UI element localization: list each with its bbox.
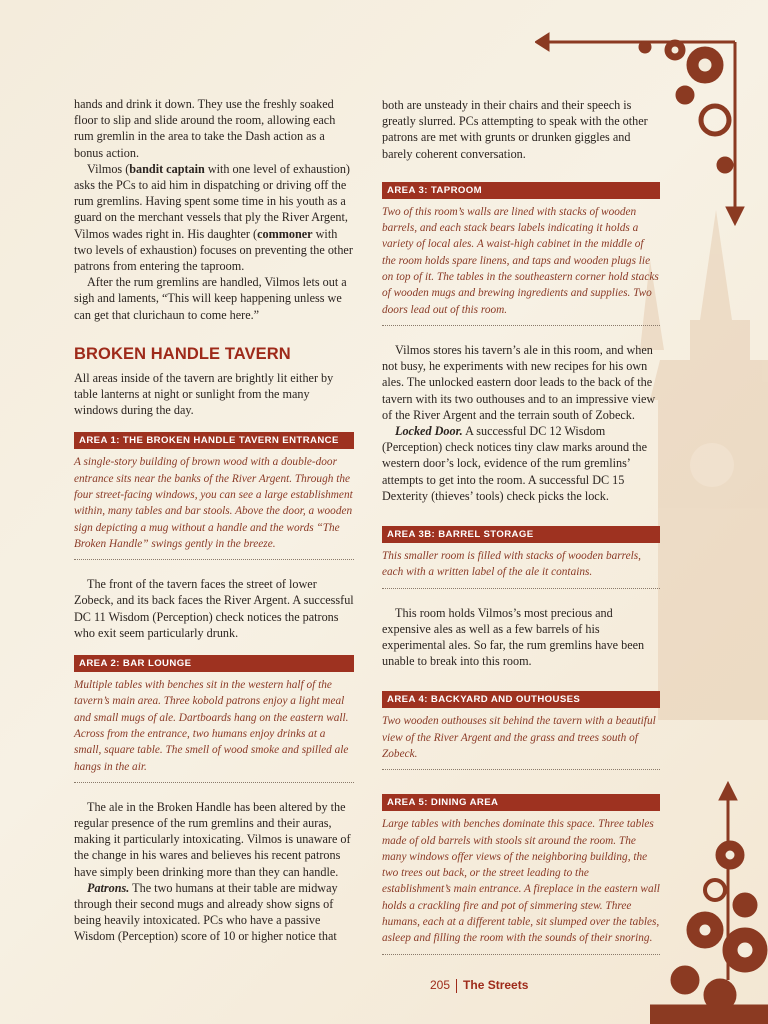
paragraph: The front of the tavern faces the street of lower Zobeck, and its back faces the River Argent. A successful DC 11 Wisdom (Perception) check notices the patrons who exit seem particularly drunk. — [74, 577, 354, 640]
paragraph: Vilmos (bandit captain with one level of exhaustion) asks the PCs to aid him in dispatching or driving off the rum gremlins. Having spent some time in his youth as a guard on the merchant vessels that ply the River Argent, Vilmos wades right in. His daughter (commoner with two levels of exhaustion) focuses on preventing the other patrons from entering the taproom. — [74, 161, 353, 274]
area-title-bar: AREA 5: DINING AREA — [382, 794, 660, 811]
paragraph: Locked Door. A successful DC 12 Wisdom (Perception) check notices tiny claw marks around the western door’s lock, evidence of the rum gremlins’ attempts to get into the room. A successful DC 15 Dexterity (thieves’ tools) check picks the lock. — [382, 423, 647, 503]
section-heading: BROKEN HANDLE TAVERN — [74, 344, 291, 363]
area-title-bar: AREA 2: BAR LOUNGE — [74, 655, 354, 672]
paragraph: After the rum gremlins are handled, Vilmos lets out a sigh and laments, “This will keep happening unless we can get that clurichaun to come here.” — [74, 275, 347, 322]
paragraph: Patrons. The two humans at their table are midway through their second mugs and already show signs of being heavily intoxicated. PCs who have a passive Wisdom (Perception) score of 10 or higher notice that — [74, 880, 338, 944]
read-aloud-box: Large tables with benches dominate this space. Three tables made of old barrels with stools sit around the room. The many windows offer views of the neighboring building, the two trees out back, or the street leading to the establishment’s main entrance. A fireplace in the eastern wall holds a crackling fire and pot of simmering stew. Three humans, each at a different table, sit slumped over the tables, asleep and filling the room with the sounds of their snoring. — [382, 816, 660, 954]
read-aloud-box: Multiple tables with benches sit in the western half of the tavern’s main area. Three kobold patrons enjoy a light meal and small mugs of ale. Dartboards hang on the eastern wall. Across from the entrance, two humans enjoy drinks at a small, square table. The smell of wood smoke and spilled ale hangs in the air. — [74, 677, 354, 783]
area-title-bar: AREA 4: BACKYARD AND OUTHOUSES — [382, 691, 660, 708]
paragraph: both are unsteady in their chairs and their speech is greatly slurred. PCs attempting to speak with the other patrons are met with grunts or drunken giggles and barely coherent conversation. — [382, 98, 648, 161]
read-aloud-box: A single-story building of brown wood with a double-door entrance sits near the banks of the River Argent. Through the four street-facing windows, you can see a large establishment within, many tables and bar stools. Above the door, a wooden sign depicting a mug without a handle and the words “The Broken Handle” swings gently in the breeze. — [74, 454, 354, 560]
paragraph: Vilmos stores his tavern’s ale in this room, and when not busy, he experiments with new recipes for his own ales. The unlocked eastern door leads to the back of the tavern with its two outhouses and to an impressive view of the River Argent and the terrain south of Zobeck. — [382, 342, 656, 422]
area-title-bar: AREA 3B: BARREL STORAGE — [382, 526, 660, 543]
area-title-bar: AREA 1: THE BROKEN HANDLE TAVERN ENTRANCE — [74, 432, 354, 449]
paragraph: This room holds Vilmos’s most precious and expensive ales as well as a few barrels of his experimental ales. So far, the rum gremlins have been unable to break into this room. — [382, 605, 645, 669]
footer-divider — [456, 979, 457, 993]
page-number: 205 — [430, 978, 451, 992]
paragraph: All areas inside of the tavern are brightly lit either by table lanterns at night or sunlight from the many windows during the day. — [74, 370, 334, 418]
chapter-title: The Streets — [463, 978, 529, 992]
gear-ornament-icon — [650, 780, 768, 1024]
page-footer — [430, 978, 528, 993]
read-aloud-box: Two wooden outhouses sit behind the tavern with a beautiful view of the River Argent and the grass and trees south of Zobeck. — [382, 713, 660, 770]
read-aloud-box: Two of this room’s walls are lined with stacks of wooden barrels, and each stack bears labels indicating it holds a variety of local ales. A waist-high cabinet in the middle of the room holds spare linens, and taps and wooden plugs lie on top of it. The tables in the southeastern corner hold stacks of wooden mugs and brewing ingredients and supplies. Two doors lead out of this room. — [382, 204, 660, 326]
left-column — [74, 96, 354, 945]
paragraph: hands and drink it down. They use the freshly soaked floor to slip and slide around the room, allowing each rum gremlin in the area to take the Dash action as a bonus action. — [74, 97, 336, 160]
paragraph: The ale in the Broken Handle has been altered by the regular presence of the rum gremlins and their auras, making it particularly intoxicating. Vilmos is unaware of the change in his wares and believes his recent patrons have simply been drinking more than they can handle. — [74, 799, 351, 879]
right-column — [382, 97, 660, 971]
read-aloud-box: This smaller room is filled with stacks of wooden barrels, each with a written label of the ale it contains. — [382, 548, 660, 589]
area-title-bar: AREA 3: TAPROOM — [382, 182, 660, 199]
